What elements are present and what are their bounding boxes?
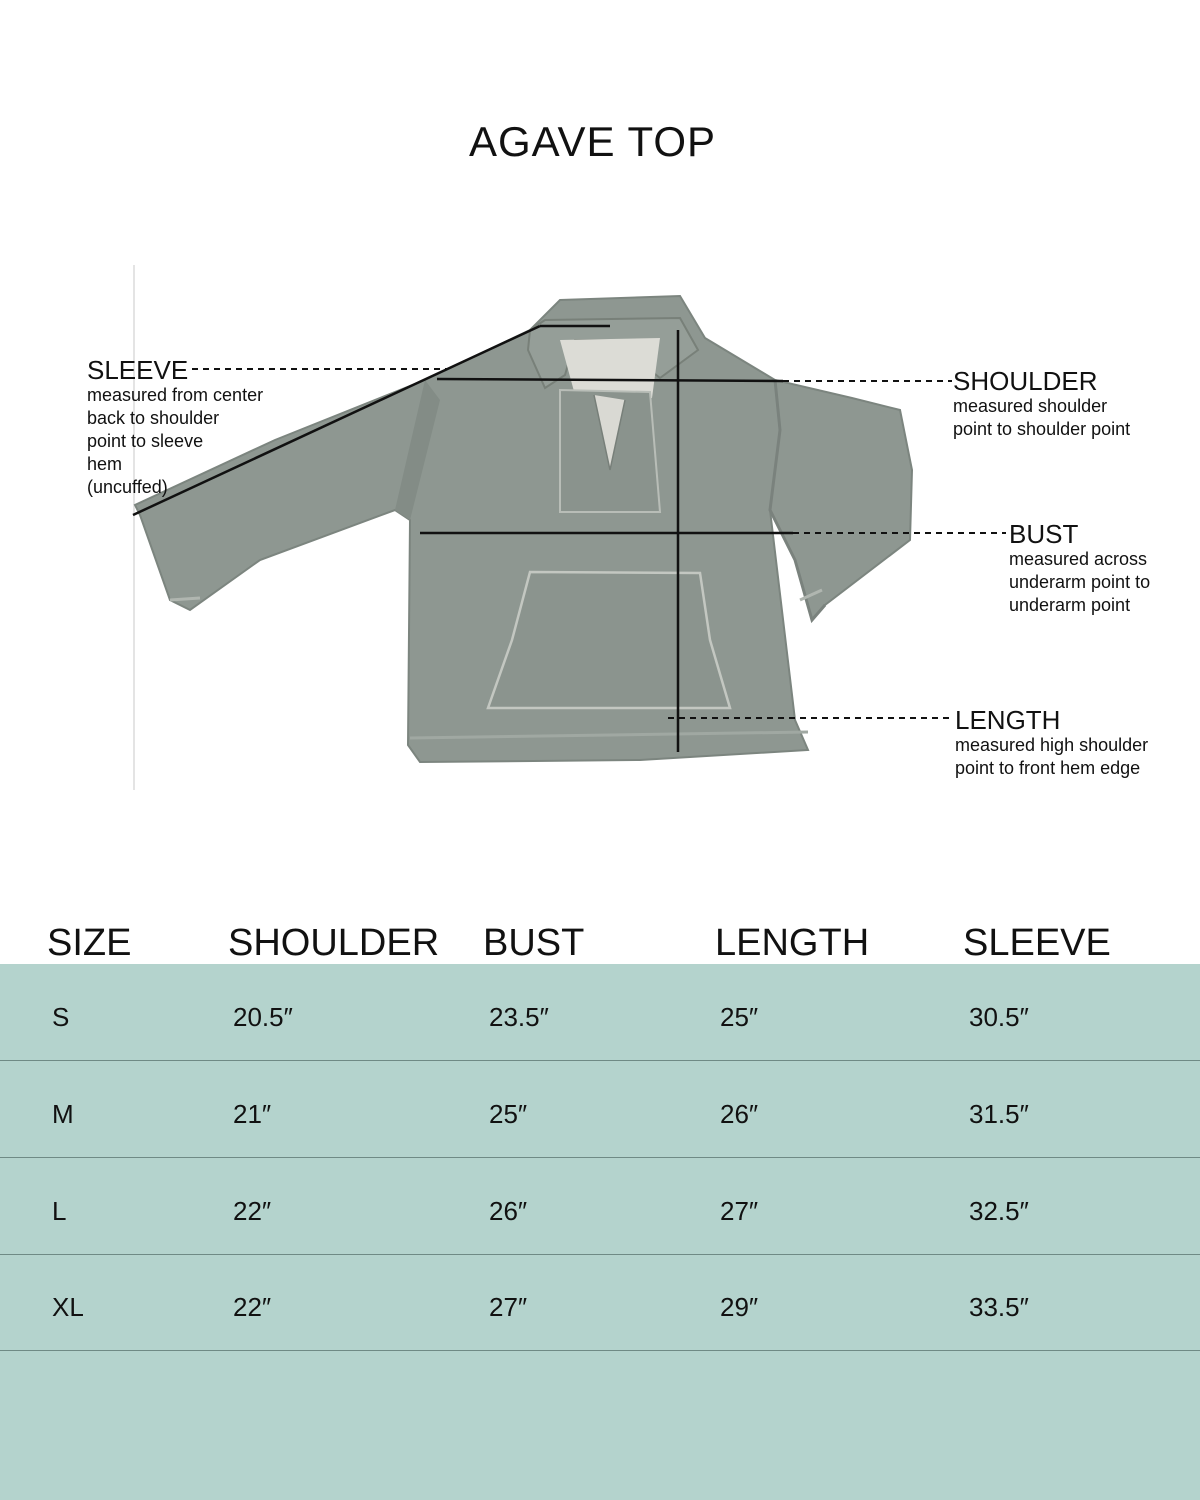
shoulder-callout xyxy=(953,367,1183,441)
header-sleeve: SLEEVE xyxy=(963,922,1111,964)
length-desc-line: measured high shoulder xyxy=(955,735,1149,755)
size-cell: L xyxy=(52,1196,67,1226)
shoulder-cell: 22″ xyxy=(233,1292,272,1322)
length-cell: 29″ xyxy=(720,1292,759,1322)
bust-cell: 27″ xyxy=(489,1292,528,1322)
shoulder-cell: 22″ xyxy=(233,1196,272,1226)
sleeve-desc-line: point to sleeve xyxy=(87,431,204,451)
table-row xyxy=(0,964,1200,1061)
header-shoulder: SHOULDER xyxy=(228,922,440,964)
header-bust: BUST xyxy=(483,922,585,964)
bust-label: BUST xyxy=(1009,519,1079,549)
sleeve-cell: 31.5″ xyxy=(969,1099,1029,1129)
sleeve-callout xyxy=(87,356,287,499)
size-table xyxy=(0,964,1200,1500)
sleeve-cell: 33.5″ xyxy=(969,1292,1029,1322)
bust-cell: 25″ xyxy=(489,1099,528,1129)
length-label: LENGTH xyxy=(955,705,1061,735)
shoulder-label: SHOULDER xyxy=(953,366,1098,396)
size-cell: XL xyxy=(52,1292,84,1322)
length-callout xyxy=(955,706,1185,780)
bust-cell: 23.5″ xyxy=(489,1002,549,1032)
shoulder-cell: 20.5″ xyxy=(233,1002,293,1032)
shoulder-desc-line: point to shoulder point xyxy=(953,419,1131,439)
size-cell: M xyxy=(52,1099,74,1129)
size-table-header xyxy=(0,922,1200,964)
shoulder-cell: 21″ xyxy=(233,1099,272,1129)
bust-callout xyxy=(1009,520,1189,617)
length-desc-line: point to front hem edge xyxy=(955,758,1141,778)
sleeve-label: SLEEVE xyxy=(87,355,189,385)
sleeve-desc-line: measured from center xyxy=(87,385,264,405)
size-cell: S xyxy=(52,1002,70,1032)
sleeve-desc-line: (uncuffed) xyxy=(87,477,168,497)
bust-cell: 26″ xyxy=(489,1196,528,1226)
length-cell: 25″ xyxy=(720,1002,759,1032)
table-row xyxy=(0,1061,1200,1158)
header-size: SIZE xyxy=(47,922,132,964)
bust-desc-line: underarm point to xyxy=(1009,572,1151,592)
table-row xyxy=(0,1254,1200,1351)
bust-desc-line: measured across xyxy=(1009,549,1148,569)
sleeve-cell: 32.5″ xyxy=(969,1196,1029,1226)
header-length: LENGTH xyxy=(715,922,870,964)
kangaroo-pocket xyxy=(488,572,730,708)
table-row xyxy=(0,1158,1200,1255)
length-cell: 27″ xyxy=(720,1196,759,1226)
sleeve-desc-line: hem xyxy=(87,454,123,474)
sleeve-desc-line: back to shoulder xyxy=(87,408,220,428)
bust-desc-line: underarm point xyxy=(1009,595,1131,615)
length-cell: 26″ xyxy=(720,1099,759,1129)
shoulder-desc-line: measured shoulder xyxy=(953,396,1108,416)
sleeve-cell: 30.5″ xyxy=(969,1002,1029,1032)
page-title: AGAVE TOP xyxy=(468,118,717,165)
